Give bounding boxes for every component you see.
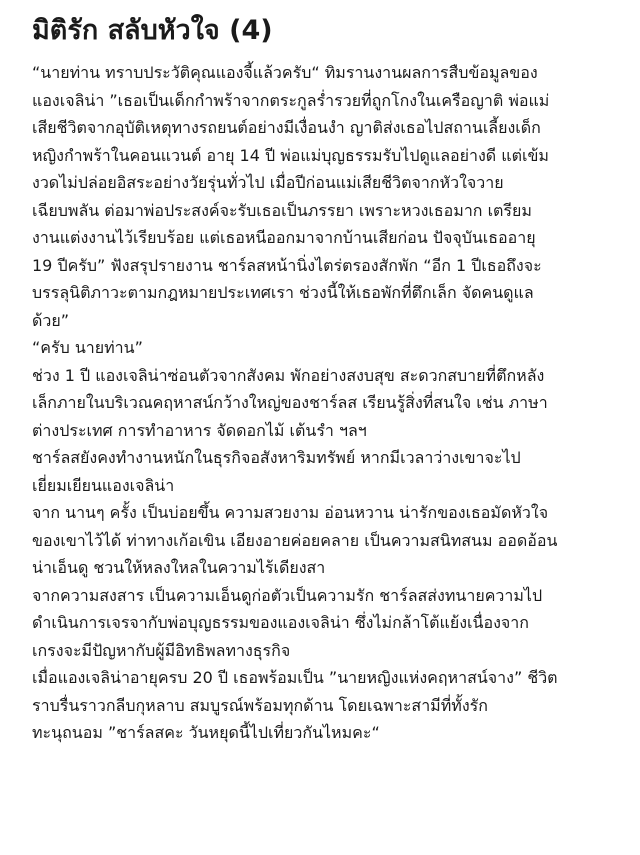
story-line: ของเขาไว้ได้ ท่าทางเก้อเขิน เอียงอายค่อยคลาย เป็นความสนิทสนม ออดอ้อน [32, 530, 558, 550]
story-line: แองเจลิน่า ”เธอเป็นเด็กกำพร้าจากตระกูลร่ำรวยที่ถูกโกงในเครือญาติ พ่อแม่ [32, 90, 550, 110]
story-line: งวดไม่ปล่อยอิสระอย่างวัยรุ่นทั่วไป เมื่อปีก่อนแม่เสียชีวิตจากหัวใจวาย [32, 173, 504, 192]
page-title: มิติรัก สลับหัวใจ (4) [32, 15, 273, 46]
story-line: ช่วง 1 ปี แองเจลิน่าซ่อนตัวจากสังคม พักอย่างสงบสุข สะดวกสบายที่ตึกหลัง [32, 365, 545, 385]
story-line: ด้วย” [32, 310, 70, 330]
story-line: ดำเนินการเจรจากับพ่อบุญธรรมของแองเจลิน่า ซึ่งไม่กล้าโต้แย้งเนื่องจาก [32, 613, 529, 632]
story-line: หญิงกำพร้าในคอนแวนต์ อายุ 14 ปี พ่อแม่บุญธรรมรับไปดูแลอย่างดี แต่เข้ม [32, 145, 549, 165]
story-line: ชาร์ลสยังคงทำงานหนักในธุรกิจอสังหาริมทรัพย์ หากมีเวลาว่างเขาจะไป [32, 448, 521, 467]
story-line: เสียชีวิตจากอุบัติเหตุทางรถยนต์อย่างมีเงื่อนงำ ญาติส่งเธอไปสถานเลี้ยงเด็ก [32, 118, 541, 137]
story-line: งานแต่งงานไว้เรียบร้อย แต่เธอหนีออกมาจากบ้านเสียก่อน ปัจจุบันเธออายุ [32, 228, 536, 247]
story-line: เยี่ยมเยียนแองเจลิน่า [32, 475, 175, 495]
story-line: บรรลุนิติภาวะตามกฎหมายประเทศเรา ช่วงนี้ให้เธอพักที่ตึกเล็ก จัดคนดูแล [32, 283, 534, 302]
story-line: ทะนุถนอม ”ชาร์ลสคะ วันหยุดนี้ไปเที่ยวกันไหมคะ“ [32, 723, 380, 742]
story-line: เฉียบพลัน ต่อมาพ่อประสงค์จะรับเธอเป็นภรรยา เพราะหวงเธอมาก เตรียม [32, 200, 532, 220]
story-body [32, 59, 620, 747]
story-line: เมื่อแองเจลิน่าอายุครบ 20 ปี เธอพร้อมเป็น ”นายหญิงแห่งคฤหาสน์จาง” ชีวิต [32, 668, 558, 687]
story-line: “ครับ นายท่าน” [32, 338, 143, 357]
story-line: จาก นานๆ ครั้ง เป็นบ่อยขึ้น ความสวยงาม อ่อนหวาน น่ารักของเธอมัดหัวใจ [32, 503, 549, 522]
story-line: 19 ปีครับ” ฟังสรุปรายงาน ชาร์ลสหน้านิ่งไตร่ตรองสักพัก “อีก 1 ปีเธอถึงจะ [32, 255, 542, 275]
story-line: เกรงจะมีปัญหากับผู้มีอิทธิพลทางธุรกิจ [32, 640, 291, 660]
story-line: จากความสงสาร เป็นความเอ็นดูก่อตัวเป็นความรัก ชาร์ลสส่งทนายความไป [32, 585, 543, 605]
story-line: ราบรื่นราวกลีบกุหลาบ สมบูรณ์พร้อมทุกด้าน โดยเฉพาะสามีที่ทั้งรัก [32, 695, 488, 715]
story-line: “นายท่าน ทราบประวัติคุณแองจี้แล้วครับ“ ทิมรานงานผลการสืบข้อมูลของ [32, 63, 538, 82]
story-line: น่าเอ็นดู ชวนให้หลงใหลในความไร้เดียงสา [32, 558, 326, 577]
story-line: ต่างประเทศ การทำอาหาร จัดดอกไม้ เต้นรำ ฯลฯ [32, 420, 367, 440]
story-line: เล็กภายในบริเวณคฤหาสน์กว้างใหญ่ของชาร์ลส เรียนรู้สิ่งที่สนใจ เช่น ภาษา [32, 393, 548, 412]
